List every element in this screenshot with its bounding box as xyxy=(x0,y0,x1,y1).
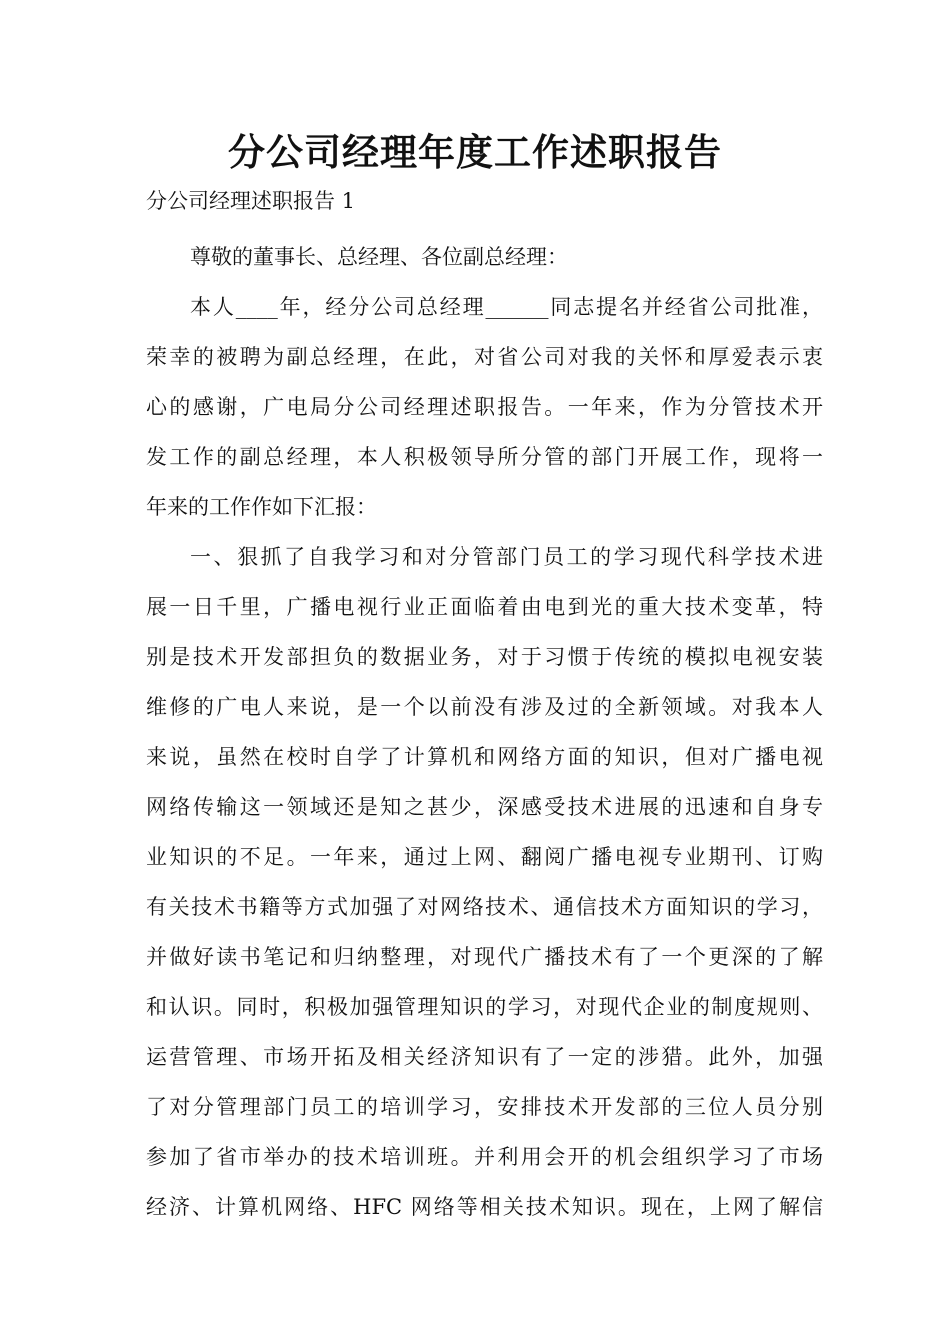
body-line: 本人____年，经分公司总经理______同志提名并经省公司批准， xyxy=(190,295,823,319)
body-line: 荣幸的被聘为副总经理，在此，对省公司对我的关怀和厚爱表示衷 xyxy=(146,345,823,369)
body-line: 有关技术书籍等方式加强了对网络技术、通信技术方面知识的学习， xyxy=(146,895,823,919)
document-body xyxy=(146,232,823,1232)
body-line: 尊敬的董事长、总经理、各位副总经理： xyxy=(190,245,568,269)
body-line: 了对分管理部门员工的培训学习，安排技术开发部的三位人员分别 xyxy=(146,1095,823,1119)
document-title: 分公司经理年度工作述职报告 xyxy=(228,131,722,174)
body-line: 一、狠抓了自我学习和对分管部门员工的学习现代科学技术进 xyxy=(190,545,823,569)
body-line: 运营管理、市场开拓及相关经济知识有了一定的涉猎。此外，加强 xyxy=(146,1045,823,1069)
body-line: 经济、计算机网络、HFC 网络等相关技术知识。现在，上网了解信 xyxy=(146,1195,823,1219)
document-subtitle: 分公司经理述职报告 1 xyxy=(146,189,356,213)
body-line: 来说，虽然在校时自学了计算机和网络方面的知识，但对广播电视 xyxy=(146,745,823,769)
body-line: 心的感谢，广电局分公司经理述职报告。一年来，作为分管技术开 xyxy=(146,395,823,419)
body-line: 网络传输这一领域还是知之甚少，深感受技术进展的迅速和自身专 xyxy=(146,795,823,819)
body-line: 参加了省市举办的技术培训班。并利用会开的机会组织学习了市场 xyxy=(146,1145,823,1169)
body-line: 别是技术开发部担负的数据业务，对于习惯于传统的模拟电视安装 xyxy=(146,645,823,669)
body-line: 和认识。同时，积极加强管理知识的学习，对现代企业的制度规则、 xyxy=(146,995,823,1019)
body-line: 并做好读书笔记和归纳整理，对现代广播技术有了一个更深的了解 xyxy=(146,945,823,969)
body-line: 发工作的副总经理，本人积极领导所分管的部门开展工作，现将一 xyxy=(146,445,823,469)
body-line: 维修的广电人来说，是一个以前没有涉及过的全新领域。对我本人 xyxy=(146,695,823,719)
body-line: 年来的工作作如下汇报： xyxy=(146,495,377,519)
body-line: 业知识的不足。一年来，通过上网、翻阅广播电视专业期刊、订购 xyxy=(146,845,823,869)
body-line: 展一日千里，广播电视行业正面临着由电到光的重大技术变革，特 xyxy=(146,595,823,619)
